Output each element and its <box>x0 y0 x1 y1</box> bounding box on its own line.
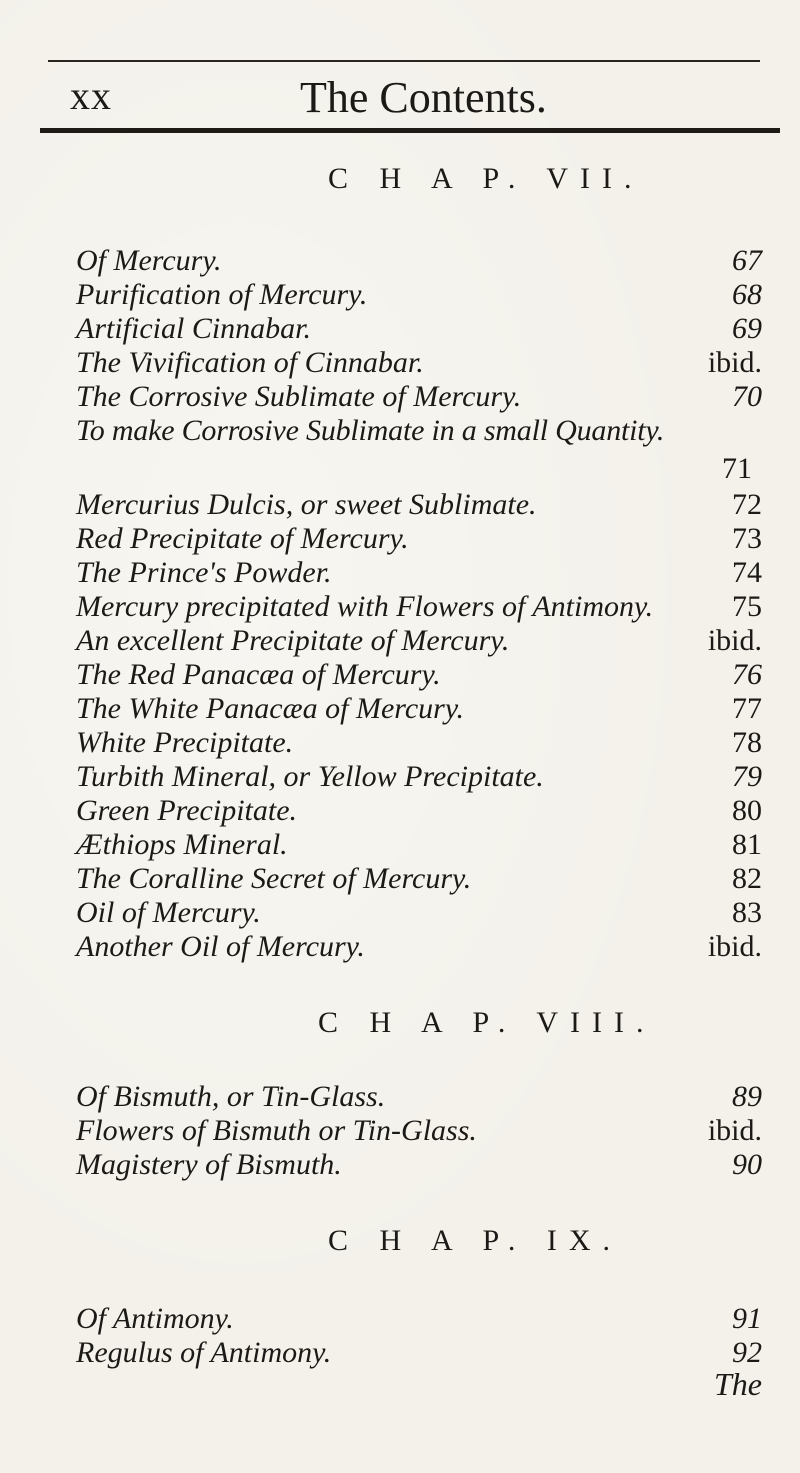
contents-entry <box>76 312 762 346</box>
entry-title: Purification of Mercury. <box>76 278 368 311</box>
entry-title: The Coralline Secret of Mercury. <box>76 862 472 895</box>
entry-page: 80 <box>732 794 762 827</box>
page-folio: xx <box>70 73 112 118</box>
entry-page: 69 <box>732 312 762 345</box>
entry-page: ibid. <box>707 624 762 657</box>
entry-title: Mercury precipitated with Flowers of Antimony. <box>76 590 654 623</box>
chapter-heading-viii: C H A P. VIII. <box>318 1006 656 1039</box>
contents-entry <box>76 590 762 624</box>
entry-title: Regulus of Antimony. <box>76 1336 332 1369</box>
contents-entry <box>76 794 762 828</box>
entry-page: 71 <box>722 452 752 485</box>
contents-entry <box>76 760 762 794</box>
contents-entry <box>76 556 762 590</box>
entry-title: Of Mercury. <box>76 244 222 277</box>
entry-page: 68 <box>732 278 762 311</box>
contents-entry <box>76 692 762 726</box>
contents-entry <box>76 862 762 896</box>
entry-title: The Vivification of Cinnabar. <box>76 346 424 379</box>
running-head-title: The Contents. <box>300 73 547 122</box>
contents-entry <box>76 414 762 448</box>
top-rule <box>48 60 760 62</box>
entry-page: 72 <box>732 488 762 521</box>
contents-entry <box>76 1336 762 1370</box>
contents-entry <box>76 828 762 862</box>
entry-title: Another Oil of Mercury. <box>76 930 365 963</box>
entry-title: The White Panacæa of Mercury. <box>76 692 464 725</box>
contents-entry <box>76 380 762 414</box>
running-head <box>0 72 800 132</box>
entry-page: ibid. <box>707 1114 762 1147</box>
entry-page: 73 <box>732 522 762 555</box>
entry-title: White Precipitate. <box>76 726 294 759</box>
entry-page: ibid. <box>707 346 762 379</box>
entry-title: Magistery of Bismuth. <box>76 1148 342 1181</box>
entry-title: The Red Panacæa of Mercury. <box>76 658 441 691</box>
entry-page: ibid. <box>707 930 762 963</box>
entry-title: An excellent Precipitate of Mercury. <box>76 624 510 657</box>
contents-entry <box>76 244 762 278</box>
entry-page: 79 <box>732 760 762 793</box>
chapter-heading-ix: C H A P. IX. <box>328 1224 623 1257</box>
entry-title: The Corrosive Sublimate of Mercury. <box>76 380 522 413</box>
entry-title: The Prince's Powder. <box>76 556 332 589</box>
entry-page: 89 <box>732 1080 762 1113</box>
entry-page: 90 <box>732 1148 762 1181</box>
contents-entry <box>76 930 762 964</box>
contents-entry <box>76 522 762 556</box>
entry-title: Red Precipitate of Mercury. <box>76 522 409 555</box>
entry-page: 82 <box>732 862 762 895</box>
contents-entry <box>76 726 762 760</box>
entry-page: 74 <box>732 556 762 589</box>
contents-entry <box>76 1114 762 1148</box>
entry-page: 76 <box>732 658 762 691</box>
catchword: The <box>714 1366 762 1402</box>
entry-title: Artificial Cinnabar. <box>76 312 312 345</box>
header-rule <box>40 128 780 133</box>
contents-entry <box>76 346 762 380</box>
entry-title: Of Antimony. <box>76 1302 234 1335</box>
entry-page: 81 <box>732 828 762 861</box>
entry-page: 67 <box>732 244 762 277</box>
entry-page: 83 <box>732 896 762 929</box>
entry-title: Mercurius Dulcis, or sweet Sublimate. <box>76 488 537 521</box>
entry-title: To make Corrosive Sublimate in a small Quantity. <box>76 414 665 447</box>
contents-entry <box>76 624 762 658</box>
contents-entry <box>76 488 762 522</box>
contents-entry <box>76 1302 762 1336</box>
entry-page: 77 <box>732 692 762 725</box>
entry-page: 75 <box>732 590 762 623</box>
entry-title: Æthiops Mineral. <box>76 828 288 861</box>
entry-title: Flowers of Bismuth or Tin-Glass. <box>76 1114 477 1147</box>
entry-title: Turbith Mineral, or Yellow Precipitate. <box>76 760 544 793</box>
entry-page: 78 <box>732 726 762 759</box>
chapter-heading-vii: C H A P. VII. <box>328 162 644 195</box>
contents-entry <box>76 1080 762 1114</box>
entry-title: Oil of Mercury. <box>76 896 261 929</box>
entry-title: Green Precipitate. <box>76 794 298 827</box>
contents-entry <box>76 658 762 692</box>
entry-page: 92 <box>732 1336 762 1369</box>
entry-page: 70 <box>732 380 762 413</box>
contents-entry <box>76 278 762 312</box>
contents-entry <box>76 1148 762 1182</box>
entry-title: Of Bismuth, or Tin-Glass. <box>76 1080 386 1113</box>
entry-page: 91 <box>732 1302 762 1335</box>
contents-entry <box>76 896 762 930</box>
